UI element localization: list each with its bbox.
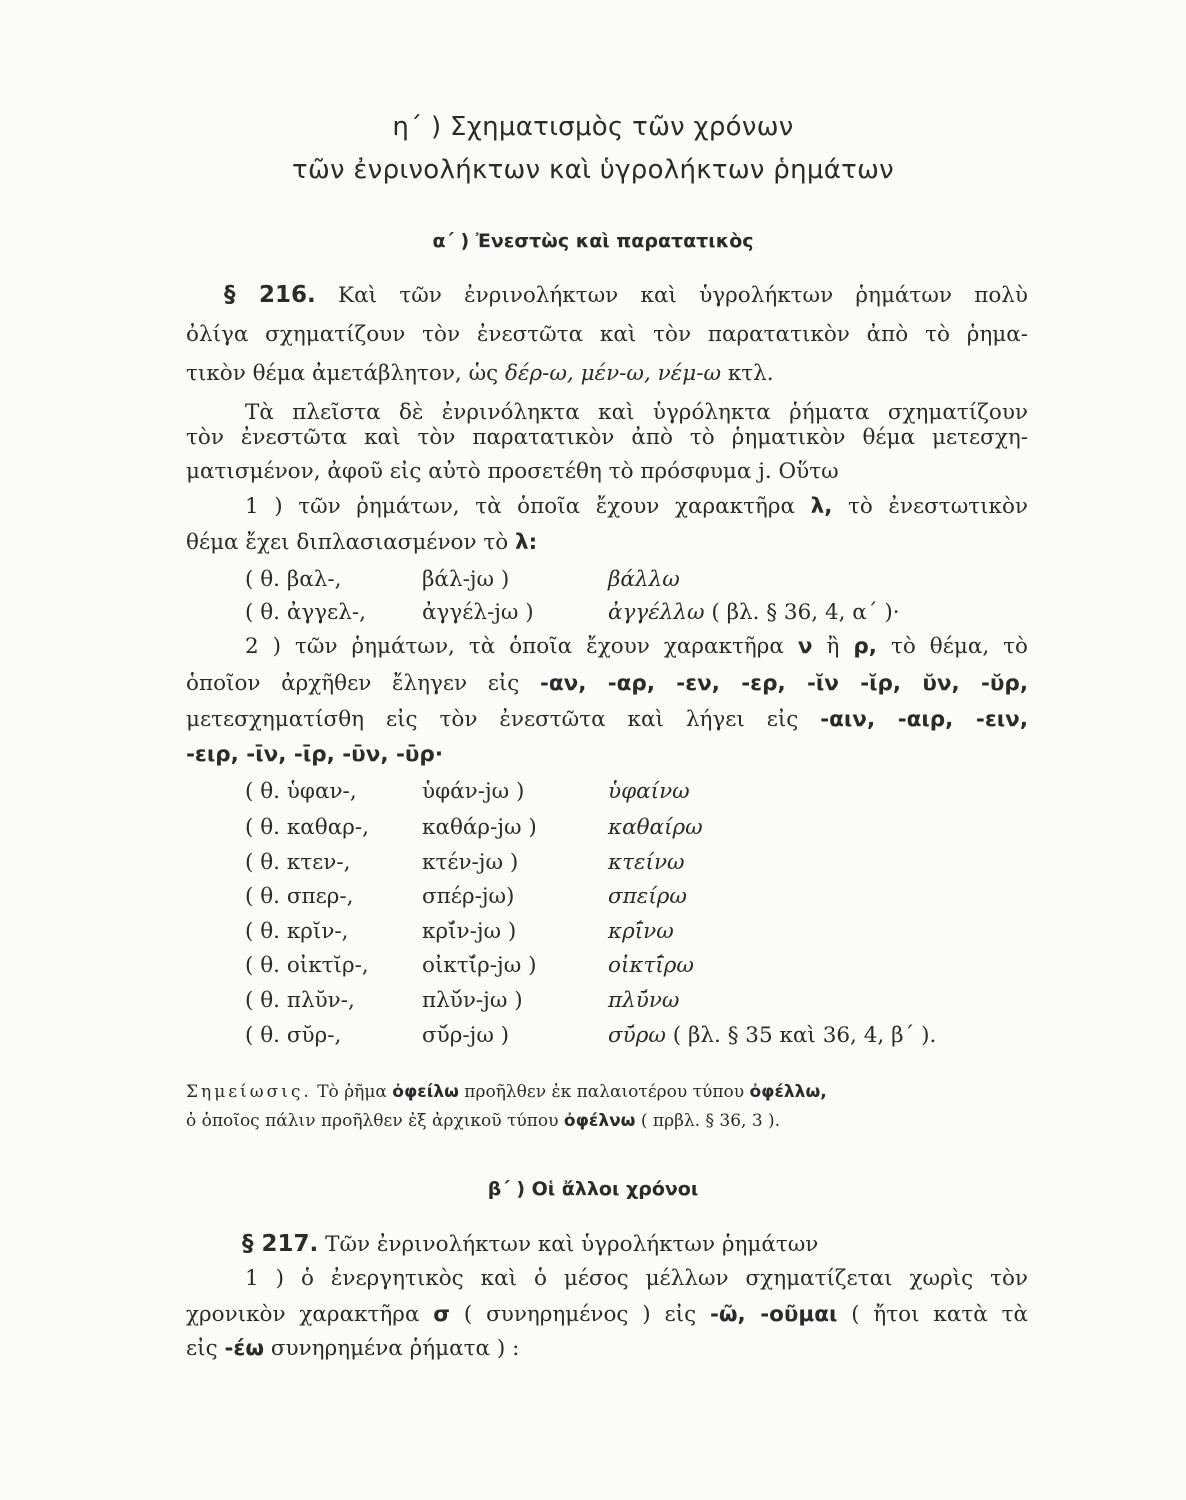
t1-row2-form: ἀγγέλ-jω ) <box>422 600 534 625</box>
note-line1: Σημείωσις. Τὸ ῥῆμα ὀφείλω προῆλθεν ἐκ παλαιοτέρου τύπου ὀφέλλω, <box>186 1082 827 1102</box>
t2-row4-verb: σπείρω <box>608 884 687 909</box>
t1-row2-verb: ἀγγέλλω ( βλ. § 36, 4, α΄ )· <box>608 600 900 625</box>
item2-line2: ὁποῖον ἀρχῆθεν ἔληγεν εἰς -αν, -αρ, -εν, -ερ, -ῐν -ῐρ, ῠν, -ῠρ, <box>186 671 1028 696</box>
item2-line3: μετεσχηματίσθη εἰς τὸν ἐνεστῶτα καὶ λήγει εἰς -αιν, -αιρ, -ειν, <box>186 707 1028 732</box>
t1-row2-stem: ( θ. ἀγγελ-, <box>245 600 366 625</box>
section-number-216: § 216. <box>224 282 316 308</box>
note-label: Σημείωσις. <box>186 1082 312 1102</box>
t2-row2-form: καθάρ-jω ) <box>422 815 537 840</box>
subheading-present-imperfect: α΄ ) Ἐνεστὼς καὶ παρατατικὸς <box>432 230 754 252</box>
t2-row1-form: ὑφάν-jω ) <box>422 779 525 804</box>
t2-row1-stem: ( θ. ὑφαν-, <box>245 779 357 804</box>
t2-row5-form: κρῐ́ν-jω ) <box>422 919 517 944</box>
item2-line4: -ειρ, -ῑν, -ῑρ, -ῡν, -ῡρ· <box>186 742 443 767</box>
sec216-para2-line3: ματισμένον, ἀφοῦ εἰς αὐτὸ προσετέθη τὸ πρόσφυμα j. Οὕτω <box>186 459 839 484</box>
sec216-line2: ὀλίγα σχηματίζουν τὸν ἐνεστῶτα καὶ τὸν παρατατικὸν ἀπὸ τὸ ῥημα- <box>186 322 1028 347</box>
t2-row7-verb: πλῡ́νω <box>608 988 680 1013</box>
section-number-217: § 217. <box>242 1231 319 1257</box>
sec216-para2-line1: Τὰ πλεῖστα δὲ ἐνρινόληκτα καὶ ὑγρόληκτα ῥήματα σχηματίζουν <box>245 400 1028 425</box>
t2-row2-verb: καθαίρω <box>608 815 703 840</box>
chapter-heading-line1: η΄ ) Σχηματισμὸς τῶν χρόνων <box>392 112 794 142</box>
t1-row1-verb: βάλλω <box>608 567 680 592</box>
t2-row2-stem: ( θ. καθαρ-, <box>245 815 369 840</box>
note-line2: ὁ ὁποῖος πάλιν προῆλθεν ἐξ ἀρχικοῦ τύπου ὀφέλνω ( πρβλ. § 36, 3 ). <box>186 1111 781 1131</box>
t2-row7-form: πλῠ́ν-jω ) <box>422 988 523 1013</box>
sec217-line3: χρονικὸν χαρακτῆρα σ ( συνηρημένος ) εἰς -ῶ, -οῦμαι ( ἤτοι κατὰ τὰ <box>186 1302 1028 1327</box>
t2-row3-verb: κτείνω <box>608 850 685 875</box>
t2-row3-form: κτέν-jω ) <box>422 850 519 875</box>
t2-row7-stem: ( θ. πλῠν-, <box>245 988 355 1013</box>
chapter-heading-line2: τῶν ἐνρινολήκτων καὶ ὑγρολήκτων ῥημάτων <box>291 155 894 185</box>
t2-row6-form: οἰκτῐ́ρ-jω ) <box>422 953 537 978</box>
sec217-line4: εἰς -έω συνηρημένα ῥήματα ) : <box>186 1336 520 1361</box>
t2-row4-form: σπέρ-jω) <box>422 884 515 909</box>
t2-row5-stem: ( θ. κρῐν-, <box>245 919 349 944</box>
t2-row6-stem: ( θ. οἰκτῐρ-, <box>245 953 369 978</box>
t2-row8-verb: σῡ́ρω ( βλ. § 35 καὶ 36, 4, β΄ ). <box>608 1023 937 1048</box>
t2-row1-verb: ὑφαίνω <box>608 779 690 804</box>
t2-row8-stem: ( θ. σῠρ-, <box>245 1023 342 1048</box>
t2-row6-verb: οἰκτῑ́ρω <box>608 953 694 978</box>
subheading-other-tenses: β΄ ) Οἱ ἄλλοι χρόνοι <box>487 1178 699 1200</box>
sec216-para2-line2: τὸν ἐνεστῶτα καὶ τὸν παρατατικὸν ἀπὸ τὸ ῥηματικὸν θέμα μετεσχη- <box>186 425 1028 450</box>
t1-row1-stem: ( θ. βαλ-, <box>245 567 342 592</box>
t2-row4-stem: ( θ. σπερ-, <box>245 884 354 909</box>
item2-line1: 2 ) τῶν ῥημάτων, τὰ ὁποῖα ἔχουν χαρακτῆρα ν ἢ ρ, τὸ θέμα, τὸ <box>245 634 1029 659</box>
sec217-line1: § 217. Τῶν ἐνρινολήκτων καὶ ὑγρολήκτων ῥημάτων <box>242 1231 819 1257</box>
item1-line1: 1 ) τῶν ῥημάτων, τὰ ὁποῖα ἔχουν χαρακτῆρα λ, τὸ ἐνεστωτικὸν <box>245 494 1028 519</box>
sec216-line1: § 216. Καὶ τῶν ἐνρινολήκτων καὶ ὑγρολήκτων ῥημάτων πολὺ <box>224 282 1028 308</box>
sec216-line3: τικὸν θέμα ἀμετάβλητον, ὡς δέρ-ω, μέν-ω, νέμ-ω κτλ. <box>186 361 774 386</box>
t2-row8-form: σῠ́ρ-jω ) <box>422 1023 510 1048</box>
sec217-line2: 1 ) ὁ ἐνεργητικὸς καὶ ὁ μέσος μέλλων σχηματίζεται χωρὶς τὸν <box>245 1266 1028 1291</box>
t1-row1-form: βάλ-jω ) <box>422 567 510 592</box>
t2-row5-verb: κρῑ́νω <box>608 919 674 944</box>
item1-line2: θέμα ἔχει διπλασιασμένον τὸ λ: <box>186 530 538 555</box>
t2-row3-stem: ( θ. κτεν-, <box>245 850 351 875</box>
